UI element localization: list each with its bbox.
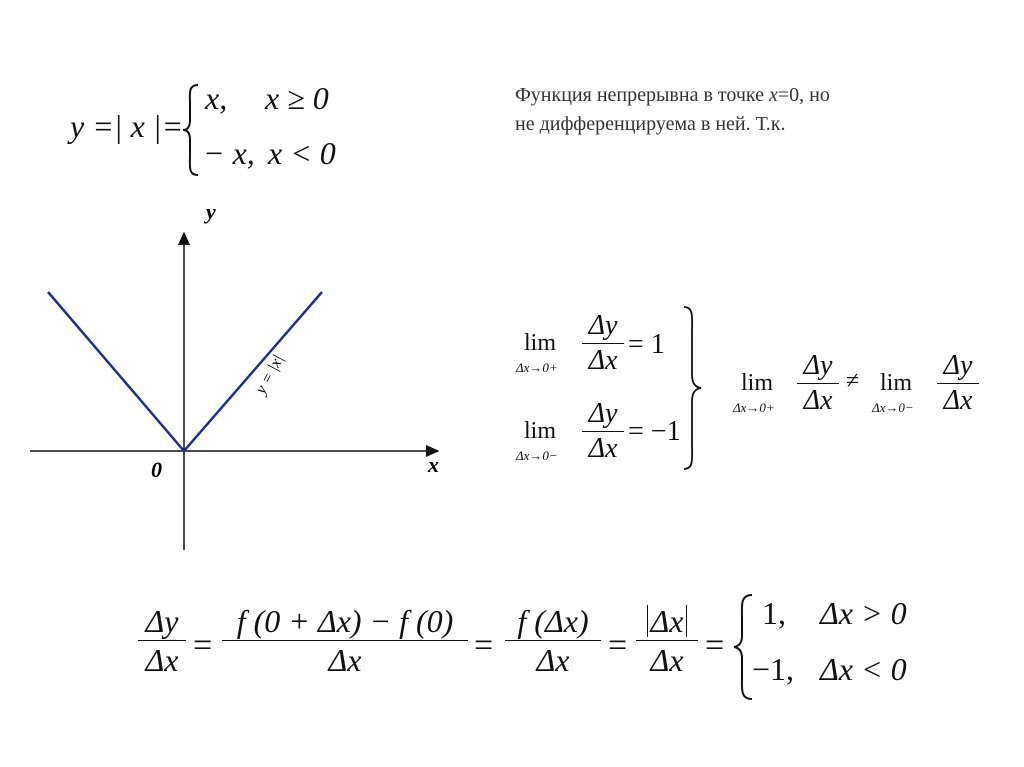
note-line-1 [515,84,830,107]
note-line-1-start: Функция непрерывна в точке [515,84,770,106]
dq-frac-2 [222,605,468,676]
lim-left-result: = −1 [628,416,681,447]
ineq-left-lim-word: lim [741,370,774,396]
limits-right-brace [680,304,704,472]
lim-right-word: lim [524,330,557,356]
definition-case2-cond: x < 0 [268,135,336,171]
lim-right-fraction [582,312,624,375]
dq-frac-3 [505,605,601,676]
note-line-2: не дифференцируема в ней. Т.к. [515,113,786,135]
definition-case2-value: − x, [203,135,255,171]
ineq-left-fraction [797,352,839,415]
lim-left-den: Δx [588,433,618,464]
dq-frac-3-num: f (Δx) [517,603,589,639]
ineq-left-den: Δx [803,385,833,416]
dq-case2-value: −1, [752,651,795,687]
definition-brace [180,82,202,178]
y-axis-label: y [206,199,216,224]
lim-right-sub: Δx→0+ [516,360,558,375]
ineq-left-sub: Δx→0+ [733,400,775,415]
lim-right-num: Δy [588,310,618,341]
origin-label: 0 [151,457,162,482]
definition-lhs: y =| x |= [70,108,184,144]
dq-frac-4 [636,605,698,676]
dq-case2-cond: Δx < 0 [820,651,907,687]
lim-right-den: Δx [588,345,618,376]
dq-frac-2-num: f (0 + Δx) − f (0) [236,603,454,639]
lim-left-sub: Δx→0− [516,448,558,463]
dq-eq-4: = [705,627,725,664]
dq-frac-1-den: Δx [145,642,179,678]
definition-case1-cond: x ≥ 0 [265,80,329,116]
ineq-right-num: Δy [943,350,973,381]
dq-frac-4-num: Δx [647,605,688,637]
dq-case1-value: 1, [762,595,786,631]
ineq-right-lim-word: lim [880,370,913,396]
dq-eq-1: = [193,627,213,664]
lim-left-fraction [582,400,624,463]
ineq-right-fraction [937,352,979,415]
definition-case1-value: x, [205,80,228,116]
abs-graph [0,195,470,565]
x-axis-label: x [428,452,439,477]
lim-left-word: lim [524,418,557,444]
dq-frac-3-den: Δx [536,642,570,678]
dq-eq-2: = [474,627,494,664]
ineq-right-sub: Δx→0− [872,400,914,415]
ineq-left-num: Δy [803,350,833,381]
dq-frac-1-num: Δy [145,603,179,639]
note-line-1-end: =0, но [777,84,830,106]
dq-frac-2-den: Δx [328,642,362,678]
lim-left-num: Δy [588,398,618,429]
neq-sign: ≠ [846,368,860,394]
lim-right-result: = 1 [628,329,665,360]
line-label: y = |x| [252,351,288,397]
dq-frac-1 [138,605,186,676]
dq-eq-3: = [608,627,628,664]
ineq-right-den: Δx [943,385,973,416]
dq-case1-cond: Δx > 0 [820,595,907,631]
note-variable: x [769,84,778,106]
dq-frac-4-den: Δx [650,642,684,678]
